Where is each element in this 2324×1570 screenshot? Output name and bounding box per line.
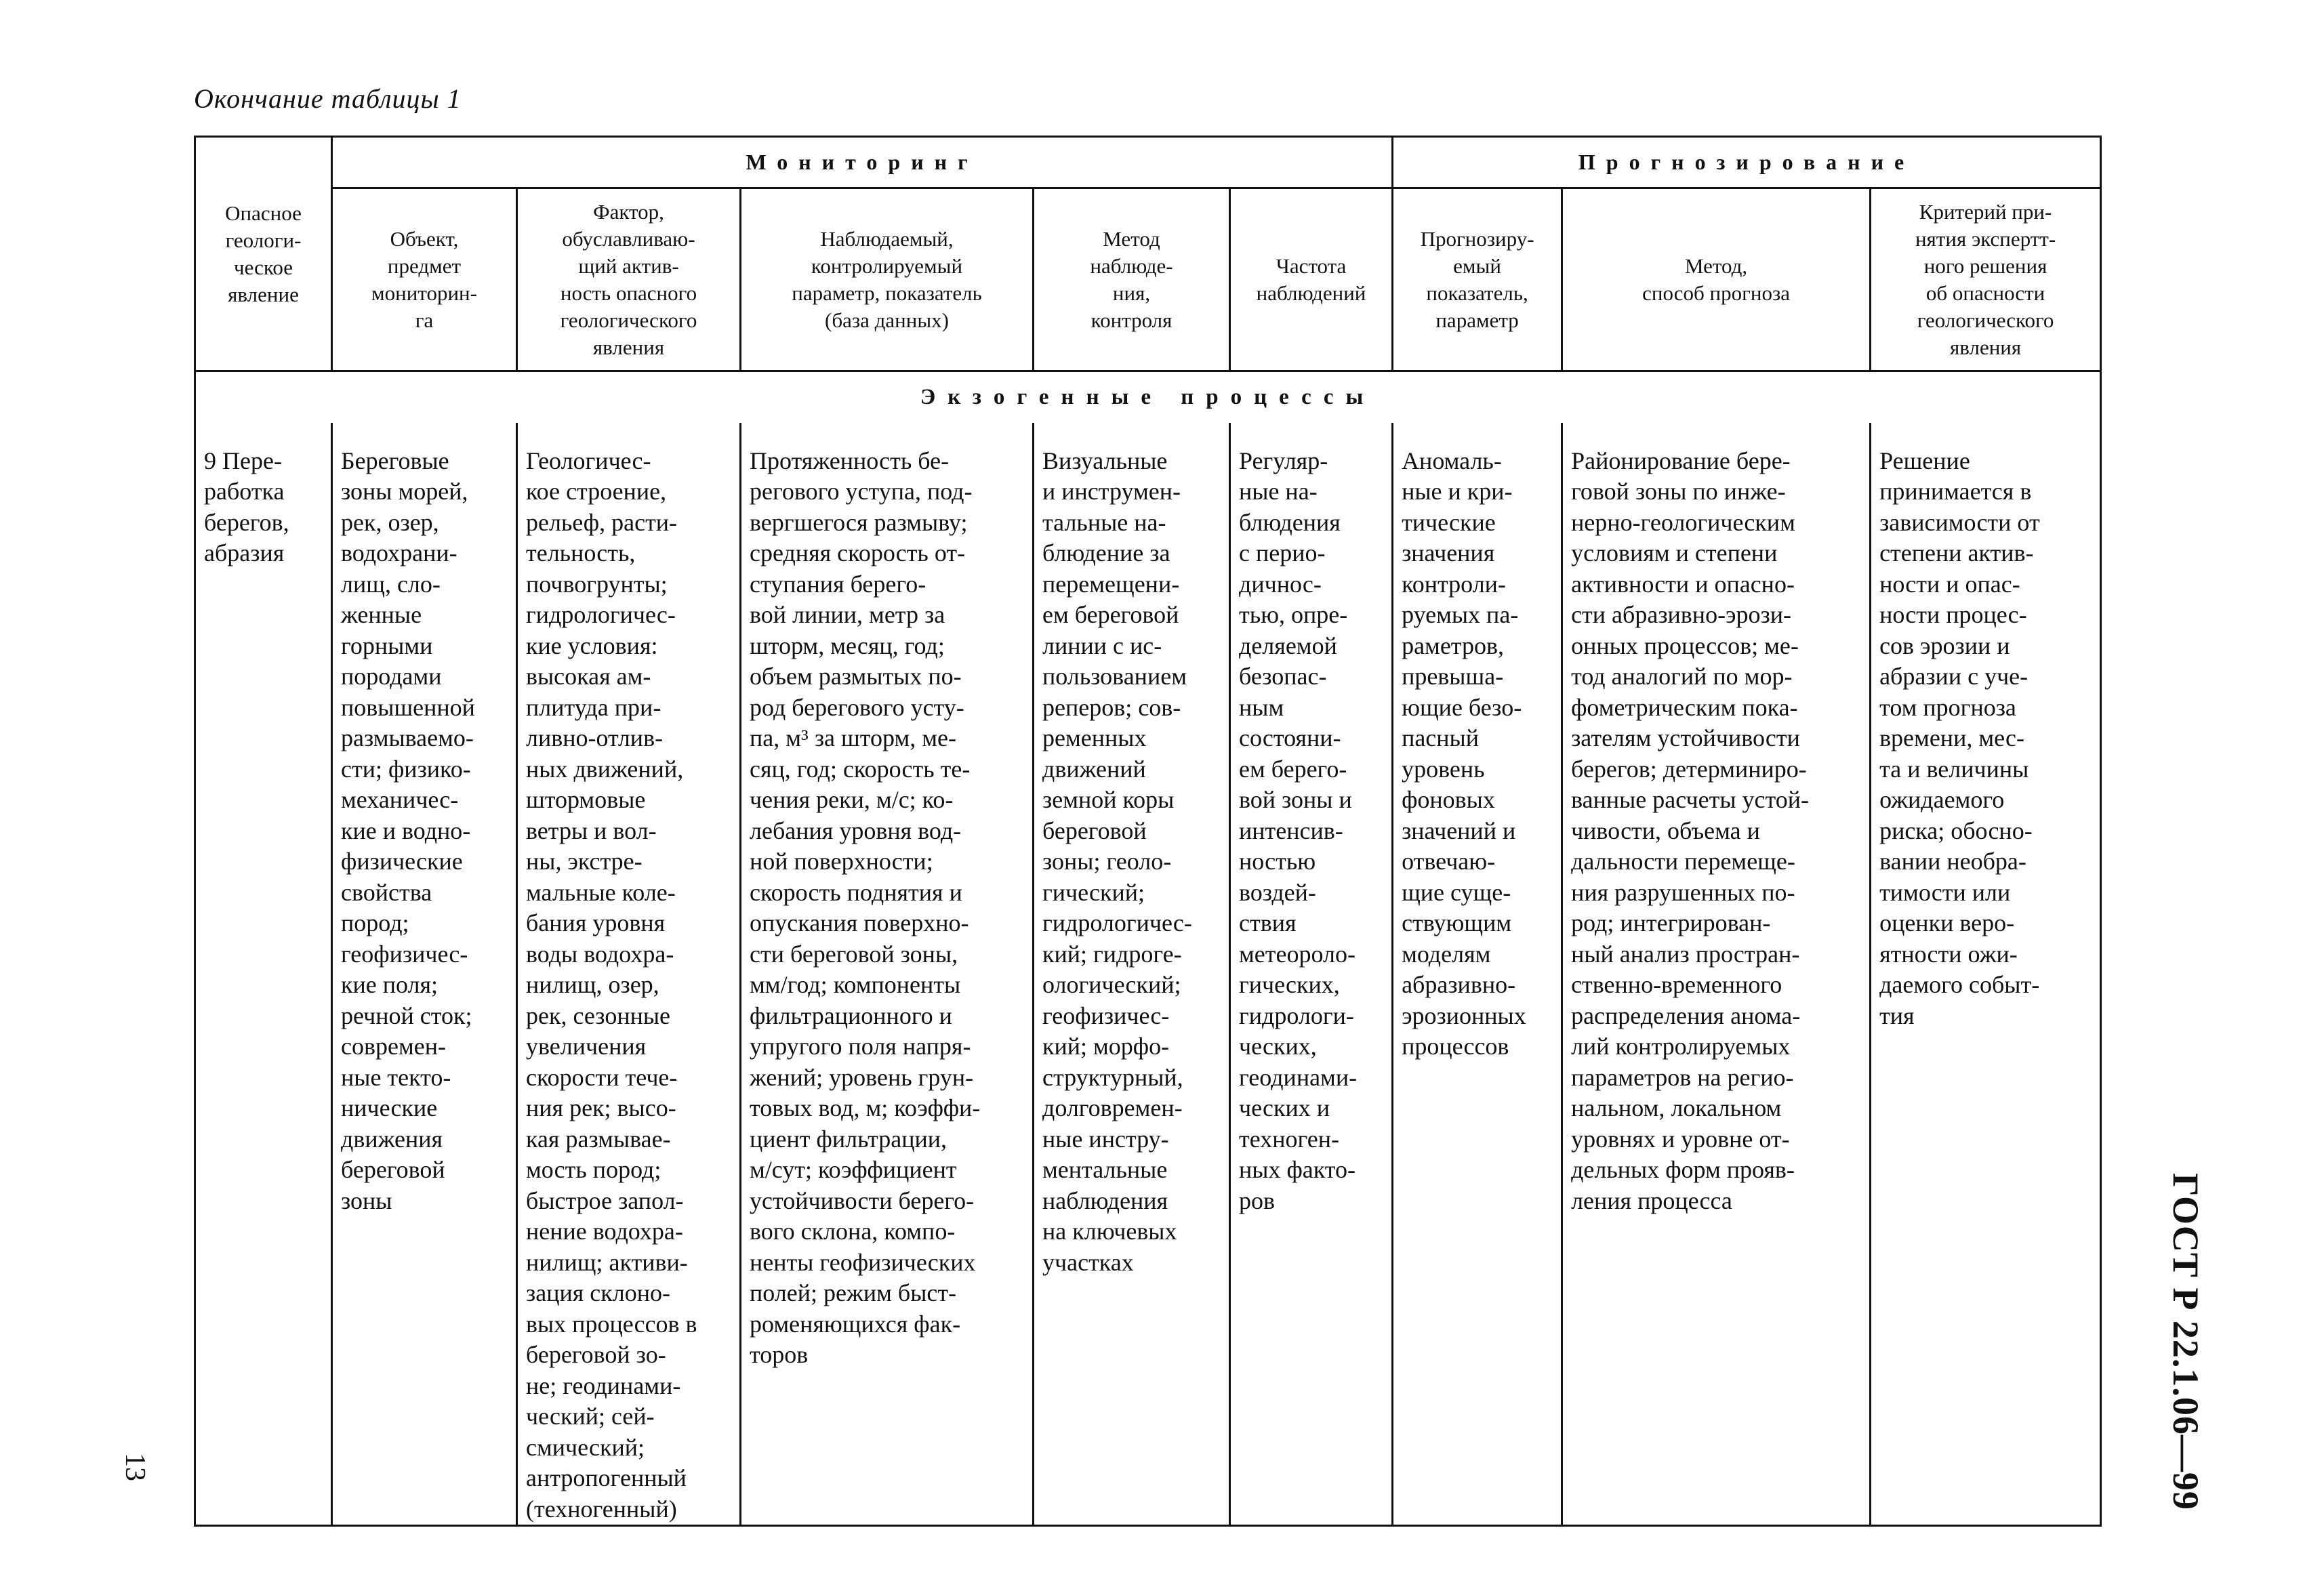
header-object: Объект, предмет мониторин- га	[332, 188, 517, 371]
cell-parameter: Протяженность бе- регового уступа, под- вергшегося размыву; средняя скорость от- ступания берего- вой линии, метр за шторм, месяц, год; объем размытых по- род берегового усту- па, м³ за шторм, ме- сяц, год; скорость те- чения реки, м/с; ко- лебания уровня вод- ной поверхности; скорость поднятия и опускания поверхно- сти береговой зоны, мм/год; компоненты фильтрационного и упругого поля напря- жений; уровень грун- товых вод, м; коэффи- циент фильтрации, м/сут; коэффициент устойчивости берего- вого склона, компо- ненты геофизических полей; режим быст- роменяющихся фак- торов	[741, 423, 1034, 1526]
document-code-text: ГОСТ Р 22.1.06—99	[2165, 1173, 2206, 1510]
table-continuation-label: Окончание таблицы 1	[194, 83, 462, 114]
header-group-monitoring: Мониторинг	[332, 137, 1393, 188]
cell-phenomenon: 9 Пере- работка берегов, абразия	[195, 423, 332, 1526]
header-group-forecast: Прогнозирование	[1393, 137, 2101, 188]
cell-frequency: Регуляр- ные на- блюдения с перио- дичнос- тью, опре- деляемой безопас- ным состояни- ем берего- вой зоны и интенсив- ностью воздей- ствия метеороло- гических, гидрологи- ческих, геодинами- ческих и техноген- ных факто- ров	[1230, 423, 1393, 1526]
header-forecast-method: Метод, способ прогноза	[1562, 188, 1871, 371]
cell-criterion: Решение принимается в зависимости от степени актив- ности и опас- ности процес- сов эрозии и абразии с уче- том прогноза времени, мес- та и величины ожидаемого риска; обосно- вании необра- тимости или оценки веро- ятности ожи- даемого событ- тия	[1871, 423, 2101, 1526]
table-row	[195, 423, 2101, 1526]
section-title: Экзогенные процессы	[195, 371, 2101, 423]
header-criterion: Критерий при- нятия экспертт- ного решения об опасности геологического явления	[1871, 188, 2101, 371]
cell-forecast-method: Районирование бере- говой зоны по инже- нерно-геологическим условиям и степени активности и опасно- сти абразивно-эрози- онных процессов; ме- тод аналогий по мор- фометрическим пока- зателям устойчивости берегов; детерминиро- ванные расчеты устой- чивости, объема и дальности перемеще- ния разрушенных по- род; интегрирован- ный анализ простран- ственно-временного распределения анома- лий контролируемых параметров на регио- нальном, локальном уровнях и уровне от- дельных форм прояв- ления процесса	[1562, 423, 1871, 1526]
header-forecast-indicator: Прогнозиру- емый показатель, параметр	[1393, 188, 1562, 371]
header-factor: Фактор, обуславливаю- щий актив- ность опасного геологического явления	[517, 188, 741, 371]
cell-method: Визуальные и инструмен- тальные на- блюдение за перемещени- ем береговой линии с ис- пользованием реперов; сов- ременных движений земной коры береговой зоны; геоло- гический; гидрологичес- кий; гидроге- ологический; геофизичес- кий; морфо- структурный, долговремен- ные инстру- ментальные наблюдения на ключевых участках	[1034, 423, 1230, 1526]
header-phenomenon: Опасное геологи- ческое явление	[195, 137, 332, 371]
header-parameter: Наблюдаемый, контролируемый параметр, показатель (база данных)	[741, 188, 1034, 371]
cell-forecast-indicator: Аномаль- ные и кри- тические значения контроли- руемых па- раметров, превыша- ющие безо- пасный уровень фоновых значений и отвечаю- щие суще- ствующим моделям абразивно- эрозионных процессов	[1393, 423, 1562, 1526]
cell-object: Береговые зоны морей, рек, озер, водохрани- лищ, сло- женные горными породами повышенной размываемо- сти; физико- механичес- кие и водно- физические свойства пород; геофизичес- кие поля; речной сток; современ- ные текто- нические движения береговой зоны	[332, 423, 517, 1526]
monitoring-forecast-table	[194, 136, 2102, 1527]
cell-factor: Геологичес- кое строение, рельеф, расти- тельность, почвогрунты; гидрологичес- кие условия: высокая ам- плитуда при- ливно-отлив- ных движений, штормовые ветры и вол- ны, экстре- мальные коле- бания уровня воды водохра- нилищ, озер, рек, сезонные увеличения скорости тече- ния рек; высо- кая размывае- мость пород; быстрое запол- нение водохра- нилищ; активи- зация склоно- вых процессов в береговой зо- не; геодинами- ческий; сей- смический; антропогенный (техногенный)	[517, 423, 741, 1526]
header-frequency: Частота наблюдений	[1230, 188, 1393, 371]
document-code	[2165, 1173, 2206, 1510]
page-number: 13	[119, 1453, 150, 1481]
header-method: Метод наблюде- ния, контроля	[1034, 188, 1230, 371]
